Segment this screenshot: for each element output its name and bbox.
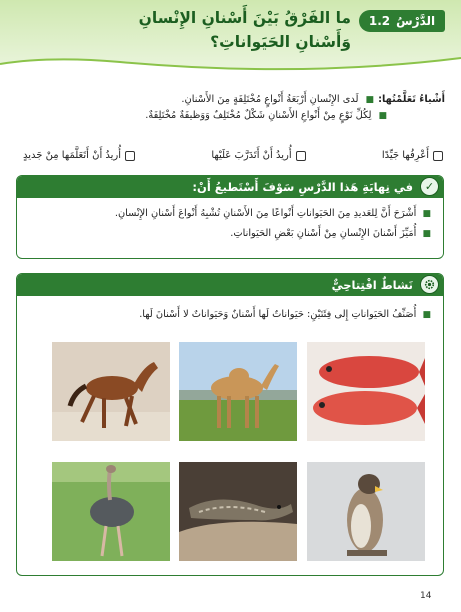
assessment-option-label: أَعْرِفُها جَيِّدًا [381, 150, 429, 161]
assessment-option-relearn[interactable] [23, 150, 135, 161]
lesson-title: ما الفَرْقُ بَيْنَ أَسْنانِ الإِنْسانِ وَأَسْنانِ الحَيَواناتِ؟ [138, 9, 351, 51]
assessment-option-practice[interactable] [211, 150, 305, 161]
objectives-heading: في نِهايَةِ هَذا الدَّرْسِ سَوْفَ أَسْتَطيعُ أَنْ: [17, 176, 443, 198]
learned-item-1: لَدى الإِنْسانِ أَرْبَعَةُ أَنْواعٍ مُخْتَلِفَةٍ مِنَ الأَسْنانِ. [181, 94, 359, 105]
objective-item [25, 224, 431, 244]
activity-heading: نَشاطٌ افْتِتاحِيٌّ [17, 274, 443, 296]
activity-instruction-text: أُصَنِّفُ الحَيَواناتِ إِلى فِئَتَيْنِ: حَيَواناتٌ لَها أَسْنانٌ وَحَيَواناتٌ لا أَسْنانَ لَها. [139, 309, 417, 320]
lesson-badge [359, 10, 445, 32]
learned-section [25, 92, 445, 124]
photo-ostrich [52, 462, 170, 561]
self-assessment [23, 150, 443, 161]
assessment-option-know-well[interactable] [382, 150, 443, 161]
lesson-badge-label: الدَّرْسُ [396, 14, 436, 28]
assessment-option-label: أُريدُ أَنْ أَتَعَلَّمَها مِنْ جَديدٍ [23, 150, 122, 161]
lesson-number: 1.2 [368, 14, 391, 28]
gears-icon [420, 275, 439, 294]
objectives-box [16, 175, 444, 259]
learned-label: أَشْياءُ تَعَلَّمْتُها: [378, 94, 445, 105]
bullet-icon: ■ [422, 229, 431, 239]
objective-text: أُمَيِّزَ أَسْنانَ الإِنْسانِ مِنْ أَسْنانِ بَعْضِ الحَيَواناتِ. [230, 228, 417, 239]
assessment-option-label: أُريدُ أَنْ أَتَدَرَّبَ عَلَيْها [211, 150, 292, 161]
bullet-icon: ■ [422, 209, 431, 219]
checkbox[interactable] [433, 151, 443, 161]
checkbox[interactable] [125, 151, 135, 161]
bullet-icon: ■ [378, 111, 387, 121]
bullet-icon: ■ [422, 310, 431, 320]
bullet-icon: ■ [365, 95, 375, 105]
objective-item [25, 204, 431, 224]
photo-fish [307, 342, 425, 441]
photo-falcon [307, 462, 425, 561]
activity-instruction [139, 309, 431, 320]
objective-text: أَشْرَحَ أَنَّ لِلعَديدِ مِنَ الحَيَواناتِ أَنْواعًا مِنَ الأَسْنانِ تُشْبِهُ أَنْواعَ أَسْنانِ الإِنْسانِ. [114, 208, 417, 219]
page-number: 14 [420, 591, 432, 601]
checkmark-target-icon: ✓ [420, 177, 439, 196]
photo-lizard [179, 462, 297, 561]
photo-camel [179, 342, 297, 441]
checkbox[interactable] [296, 151, 306, 161]
photo-horse [52, 342, 170, 441]
learned-item-2: لِكُلِّ نَوْعٍ مِنْ أَنْواعِ الأَسْنانِ شَكْلٌ مُخْتَلِفٌ وَوَظيفَةٌ مُخْتَلِفَةٌ. [145, 110, 372, 121]
